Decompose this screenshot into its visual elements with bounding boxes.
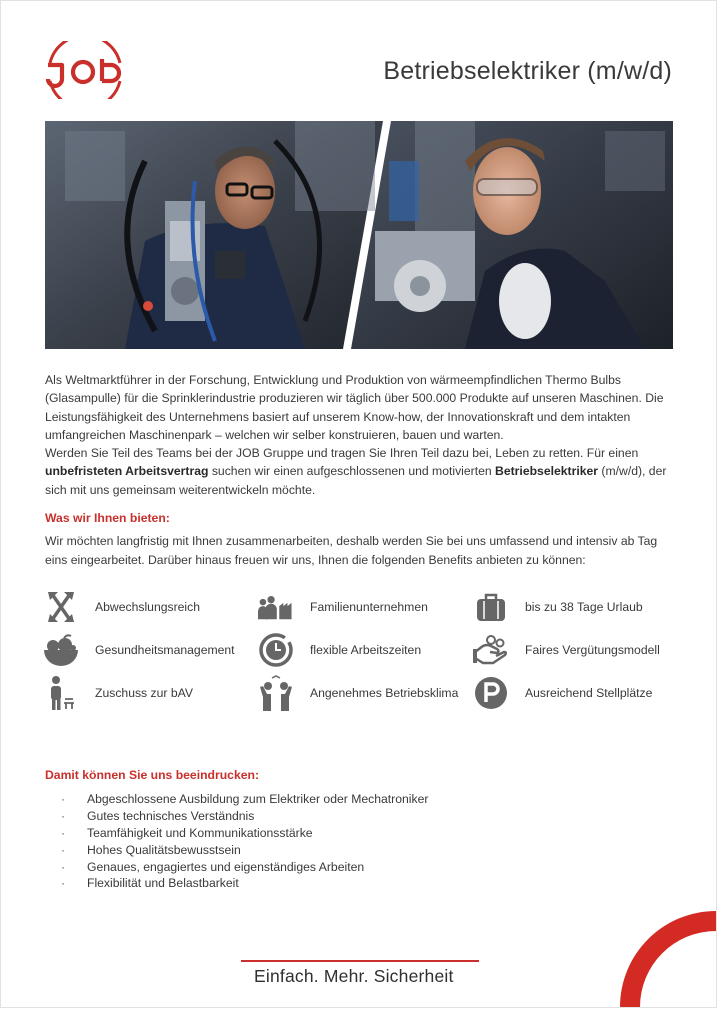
intro-text bbox=[45, 371, 673, 499]
requirement-text: Abgeschlossene Ausbildung zum Elektriker oder Mechatroniker bbox=[87, 792, 429, 806]
requirement-text: Genaues, engagiertes und eigenständiges Arbeiten bbox=[87, 859, 365, 874]
family-factory-icon bbox=[258, 589, 294, 625]
shuffle-arrows-icon bbox=[43, 589, 79, 625]
benefit-label: Ausreichend Stellplätze bbox=[525, 686, 653, 700]
benefit-label: Zuschuss zur bAV bbox=[95, 686, 193, 700]
hero-image bbox=[45, 121, 673, 349]
decorative-arc bbox=[614, 905, 716, 1007]
benefit-label: Familienunternehmen bbox=[310, 600, 428, 614]
benefit-item bbox=[473, 589, 643, 625]
high-five-icon bbox=[258, 675, 294, 711]
clock-icon bbox=[258, 632, 294, 668]
benefit-label: Angenehmes Betriebsklima bbox=[310, 686, 459, 700]
person-bench-icon bbox=[43, 675, 79, 711]
benefit-label: flexible Arbeitszeiten bbox=[310, 643, 422, 657]
list-item bbox=[61, 825, 428, 842]
bullet: · bbox=[61, 825, 66, 840]
bullet: · bbox=[61, 792, 66, 806]
intro-paragraph-1: Als Weltmarktführer in der Forschung, Entwicklung und Produktion von wärmeempfindlichen Thermo Bulbs (Glasampulle) für die Sprinklerindustrie produzieren wir täglich über 500.000 Produkte auf unseren Maschinen. Die Leistungsfähigkeit des Unternehmens basiert auf unserem Know-how, der Innovationskraft und dem intakten umfangreichen Maschinenpark – welchen wir selber konstruieren, bauen und warten. bbox=[45, 373, 664, 442]
intro-text-b: suchen wir einen aufgeschlossenen und motivierten bbox=[208, 464, 496, 479]
benefit-item bbox=[258, 632, 421, 668]
benefit-label: bis zu 38 Tage Urlaub bbox=[525, 600, 643, 614]
list-item bbox=[61, 808, 428, 825]
intro-bold-role: Betriebselektriker bbox=[495, 464, 599, 479]
requirement-text: Gutes technisches Verständnis bbox=[87, 808, 255, 823]
list-item bbox=[61, 791, 428, 808]
benefit-item bbox=[258, 675, 458, 711]
benefit-item bbox=[43, 632, 235, 668]
footer-divider bbox=[241, 960, 479, 962]
benefit-item bbox=[473, 675, 652, 711]
benefit-label: Faires Vergütungsmodell bbox=[525, 643, 660, 657]
benefit-item bbox=[258, 589, 428, 625]
benefit-label: Gesundheitsmanagement bbox=[95, 643, 235, 657]
page-title: Betriebselektriker (m/w/d) bbox=[383, 57, 672, 85]
bullet: · bbox=[61, 808, 66, 823]
requirements-list bbox=[61, 791, 428, 892]
offers-text: Wir möchten langfristig mit Ihnen zusammenarbeiten, deshalb werden Sie bei uns umfassend und intensiv ab Tag eins eingearbeitet. Darüber hinaus freuen wir uns, Ihnen die folgenden Benefits anbieten zu können: bbox=[45, 534, 658, 567]
offers-heading: Was wir Ihnen bieten: bbox=[45, 511, 170, 525]
job-logo bbox=[44, 41, 126, 99]
intro-paragraph-2 bbox=[45, 444, 673, 499]
bullet: · bbox=[61, 876, 66, 891]
fruit-bowl-icon bbox=[43, 632, 79, 668]
intro-bold-contract: unbefristeten Arbeitsvertrag bbox=[45, 464, 209, 479]
benefit-item bbox=[43, 589, 200, 625]
suitcase-icon bbox=[473, 589, 509, 625]
benefit-label: Abwechslungsreich bbox=[95, 600, 201, 614]
parking-icon bbox=[473, 675, 509, 711]
requirements-heading: Damit können Sie uns beeindrucken: bbox=[45, 768, 260, 782]
requirement-text: Teamfähigkeit und Kommunikationsstärke bbox=[87, 825, 313, 840]
bullet: · bbox=[61, 859, 66, 874]
footer-slogan: Einfach. Mehr. Sicherheit bbox=[254, 966, 454, 986]
list-item bbox=[61, 875, 428, 892]
benefit-item bbox=[43, 675, 193, 711]
bullet: · bbox=[61, 842, 66, 857]
intro-text-c: (m/w/d), der sich mit uns gemeinsam weiterentwickeln möchte. bbox=[45, 464, 667, 497]
list-item bbox=[61, 842, 428, 859]
requirement-text: Hohes Qualitätsbewusstsein bbox=[87, 842, 241, 857]
requirement-text: Flexibilität und Belastbarkeit bbox=[87, 876, 239, 891]
benefit-item bbox=[473, 632, 660, 668]
list-item bbox=[61, 859, 428, 876]
hand-coins-icon bbox=[473, 632, 509, 668]
intro-text-a: Werden Sie Teil des Teams bei der JOB Gruppe und tragen Sie Ihren Teil dazu bei, Leben zu retten. Für einen bbox=[45, 446, 639, 461]
